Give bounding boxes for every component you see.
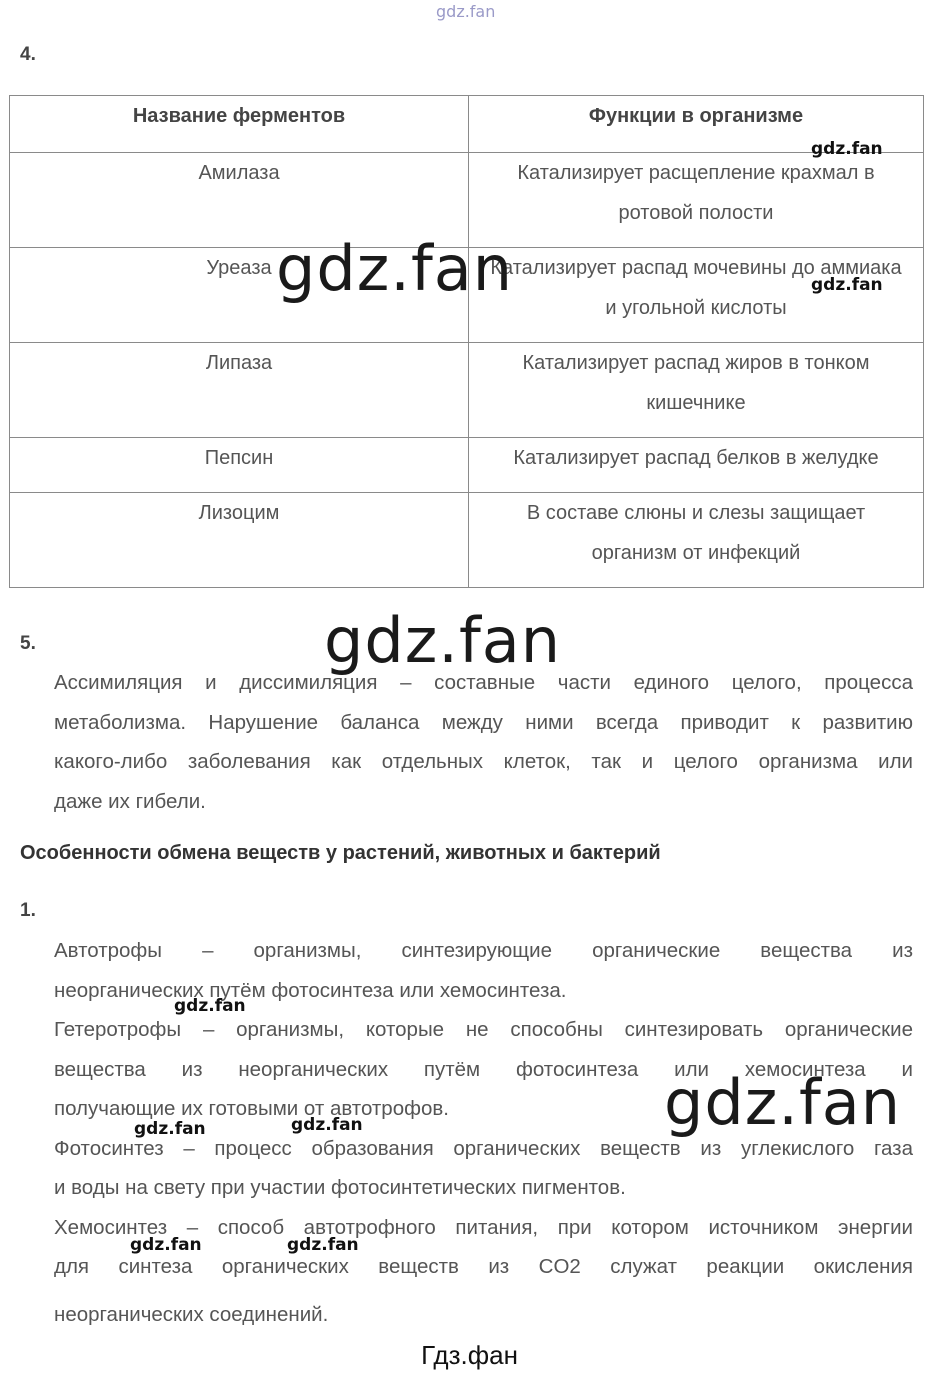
enzyme-name: Уреаза: [10, 248, 469, 343]
table-row: [10, 343, 924, 438]
enzyme-name: Амилаза: [10, 153, 469, 248]
text-line: Ассимиляция и диссимиляция – составные части единого целого, процесса: [54, 671, 913, 694]
text-line: Фотосинтез – процесс образования органических веществ из углекислого газа: [54, 1136, 913, 1160]
watermark-small: gdz.fan: [287, 1235, 359, 1255]
enzyme-name: Лизоцим: [10, 493, 469, 588]
watermark-large: gdz.fan: [324, 604, 562, 677]
text-line: даже их гибели.: [54, 789, 206, 813]
enzyme-function: В составе слюны и слезы защищает организм от инфекций: [469, 493, 924, 588]
text-line: какого-либо заболевания как отдельных клеток, так и целого организма или: [54, 750, 913, 773]
watermark-large: gdz.fan: [664, 1066, 902, 1139]
watermark-small: gdz.fan: [811, 275, 883, 295]
text-line: метаболизма. Нарушение баланса между ними всегда приводит к развитию: [54, 710, 913, 734]
enzyme-function: Катализирует распад жиров в тонком кишечнике: [469, 343, 924, 438]
table-header-cell: Название ферментов: [10, 96, 469, 153]
question-number-4: 4.: [20, 44, 36, 65]
enzyme-function: Катализирует расщепление крахмал в ротовой полости: [469, 153, 924, 248]
text-line: неорганических соединений.: [54, 1302, 329, 1326]
watermark-small: gdz.fan: [130, 1235, 202, 1255]
watermark-small: gdz.fan: [811, 139, 883, 159]
text-line: и воды на свету при участии фотосинтетических пигментов.: [54, 1176, 626, 1199]
enzyme-name: Пепсин: [10, 438, 469, 493]
section-heading: Особенности обмена веществ у растений, животных и бактерий: [20, 842, 661, 864]
question-number-1: 1.: [20, 900, 36, 921]
footer-label: Гдз.фан: [421, 1340, 518, 1370]
table-row: [10, 493, 924, 588]
text-line: Хемосинтез – способ автотрофного питания, при котором источником энергии: [54, 1215, 913, 1239]
enzyme-function: Катализирует распад мочевины до аммиака и угольной кислоты: [469, 248, 924, 343]
table-row: [10, 438, 924, 493]
watermark-top: gdz.fan: [436, 2, 496, 21]
watermark-small: gdz.fan: [134, 1119, 206, 1139]
answer-5-paragraph: [54, 663, 913, 821]
text-line: вещества из неорганических путём фотосинтеза или хемосинтеза и: [54, 1057, 913, 1081]
question-number-5: 5.: [20, 633, 36, 654]
table-header-row: [10, 96, 924, 153]
watermark-small: gdz.fan: [291, 1115, 363, 1135]
table-header-cell: Функции в организме: [469, 96, 924, 153]
text-line: Гетеротрофы – организмы, которые не способны синтезировать органические: [54, 1018, 913, 1041]
watermark-large: gdz.fan: [276, 232, 514, 305]
enzyme-table: [9, 95, 924, 588]
text-line: Автотрофы – организмы, синтезирующие органические вещества из: [54, 939, 913, 962]
enzyme-function: Катализирует распад белков в желудке: [469, 438, 924, 493]
watermark-small: gdz.fan: [174, 996, 246, 1016]
text-line: для синтеза органических веществ из CO2 служат реакции окисления: [54, 1255, 913, 1278]
enzyme-name: Липаза: [10, 343, 469, 438]
text-line: получающие их готовыми от автотрофов.: [54, 1097, 449, 1120]
text-line: неорганических путём фотосинтеза или хемосинтеза.: [54, 978, 567, 1002]
